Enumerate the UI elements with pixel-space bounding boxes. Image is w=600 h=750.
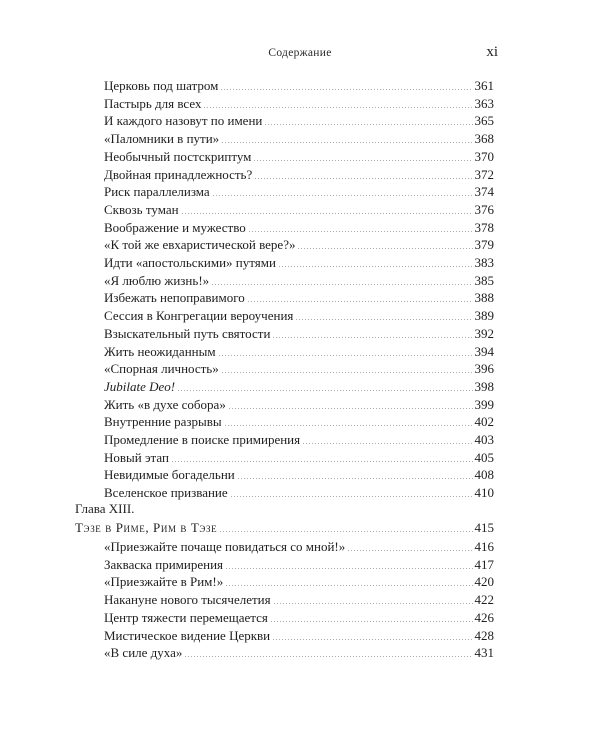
toc-entry: [104, 465, 494, 484]
dot-leader: [211, 284, 472, 285]
dot-leader: [248, 231, 473, 232]
toc-entry-page: 363: [474, 95, 494, 111]
toc-entry-page: 403: [474, 432, 494, 447]
toc-entry: [104, 430, 494, 449]
dot-leader: [219, 531, 472, 532]
toc-entry-page: 365: [474, 113, 494, 129]
toc-entry: [104, 271, 494, 290]
page-folio: xi: [486, 44, 498, 60]
toc-entry: [104, 590, 494, 609]
toc-entry-page: 370: [474, 148, 494, 164]
dot-leader: [272, 639, 472, 640]
toc-entry: [104, 342, 494, 361]
dot-leader: [230, 496, 473, 497]
toc-entry-title: Церковь под шатром: [104, 78, 219, 93]
toc-entry-title: «Спорная личность»: [104, 361, 219, 377]
toc-entry-title: И каждого назовут по имени: [104, 113, 263, 129]
dot-leader: [171, 461, 473, 462]
toc-entry: [104, 608, 494, 627]
running-head: [0, 44, 600, 64]
toc-entry: [104, 412, 494, 431]
dot-leader: [221, 372, 473, 373]
toc-entry: [104, 218, 494, 237]
dot-leader: [220, 89, 472, 90]
toc-entry-title: Сквозь туман: [104, 201, 179, 217]
toc-entry-page: 402: [474, 414, 494, 430]
dot-leader: [302, 443, 472, 444]
toc-entry-page: 368: [474, 131, 494, 147]
toc-entry-title: «В силе духа»: [104, 645, 183, 661]
toc-entry: [104, 94, 494, 113]
toc-entry-title: Идти «апостольскими» путями: [104, 255, 276, 270]
dot-leader: [295, 319, 472, 320]
toc-entry-title: Тэзе в Риме, Рим в Тэзе: [75, 520, 218, 535]
dot-leader: [225, 568, 472, 569]
toc-entry-page: 394: [474, 343, 494, 359]
toc-entry-page: 420: [474, 574, 494, 590]
dot-leader: [184, 656, 472, 657]
toc-entry-page: 361: [474, 78, 494, 93]
toc-entry-page: 378: [474, 219, 494, 235]
toc-entry-page: 431: [474, 645, 494, 661]
dot-leader: [272, 337, 472, 338]
toc-entry: [104, 306, 494, 325]
toc-entry-title: «Приезжайте почаще повидаться со мной!»: [104, 539, 346, 554]
dot-leader: [247, 301, 473, 302]
toc-entry-page: 372: [474, 166, 494, 182]
toc-entry-title: Вселенское призвание: [104, 485, 228, 501]
toc-entry-title: Двойная принадлежность?: [104, 166, 253, 182]
toc-entry-title: Воображение и мужество: [104, 219, 246, 235]
toc-entry: [104, 111, 494, 130]
toc-entry: [104, 200, 494, 219]
dot-leader: [221, 142, 472, 143]
toc-entry: [104, 235, 494, 254]
toc-entry: [104, 76, 494, 95]
toc-entry: [104, 483, 494, 502]
dot-leader: [218, 355, 473, 356]
toc-entry-title: Новый этап: [104, 449, 169, 465]
toc-entry-page: 405: [474, 449, 494, 465]
dot-leader: [254, 178, 472, 179]
toc-entry: [104, 129, 494, 148]
toc-entry-title: Промедление в поиске примирения: [104, 432, 301, 447]
toc-entry-title: Избежать непоправимого: [104, 290, 245, 306]
toc-entry-page: 392: [474, 325, 494, 341]
toc-entry-page: 388: [474, 290, 494, 306]
toc-entry: [104, 182, 494, 201]
dot-leader: [278, 266, 473, 267]
toc-entry-page: 426: [474, 609, 494, 625]
toc-entry: [104, 643, 494, 662]
toc-entry-title: Накануне нового тысячелетия: [104, 592, 271, 608]
toc-entry-title: «Паломники в пути»: [104, 131, 220, 147]
toc-entry-page: 385: [474, 272, 494, 288]
toc-entry-page: 422: [474, 592, 494, 608]
toc-entry: [104, 448, 494, 467]
dot-leader: [237, 478, 473, 479]
toc-entry-page: 416: [474, 539, 494, 554]
toc-entry-title: Внутренние разрывы: [104, 414, 222, 430]
dot-leader: [228, 408, 473, 409]
toc-entry-title: Сессия в Конгрегации вероучения: [104, 308, 294, 324]
toc-entry-page: 374: [474, 184, 494, 200]
dot-leader: [273, 603, 473, 604]
dot-leader: [253, 160, 472, 161]
toc-entry-page: 428: [474, 627, 494, 643]
toc-entry-title: Jubilate Deo!: [104, 378, 176, 394]
toc-entry: [104, 377, 494, 396]
toc-entry: [104, 288, 494, 307]
toc-entry-title: Мистическое видение Церкви: [104, 627, 271, 643]
toc-entry-page: 396: [474, 361, 494, 377]
dot-leader: [225, 585, 472, 586]
toc-entry-page: 415: [474, 520, 494, 535]
toc-entry-title: Риск параллелизма: [104, 184, 210, 200]
toc-entry-title: Взыскательный путь святости: [104, 325, 271, 341]
toc-entry: [104, 555, 494, 574]
toc-entry-title: Центр тяжести перемещается: [104, 609, 268, 625]
toc-entry-title: Закваска примирения: [104, 556, 224, 572]
toc-entry: [104, 572, 494, 591]
dot-leader: [297, 248, 472, 249]
toc-entry-page: 399: [474, 396, 494, 412]
toc-entry: [104, 626, 494, 645]
toc-entry: [104, 324, 494, 343]
toc-entry: [104, 537, 494, 556]
chapter-heading: [75, 499, 134, 518]
toc-entry-page: 410: [474, 485, 494, 501]
dot-leader: [264, 124, 472, 125]
dot-leader: [224, 425, 473, 426]
dot-leader: [203, 107, 472, 108]
toc-entry-title: Пастырь для всех: [104, 95, 202, 111]
toc-entry: [75, 518, 494, 537]
toc-entry-title: «Приезжайте в Рим!»: [104, 574, 224, 590]
toc-entry-page: 408: [474, 467, 494, 483]
toc-entry-title: Необычный постскриптум: [104, 148, 252, 164]
toc-entry-page: 376: [474, 201, 494, 217]
toc-entry: [104, 359, 494, 378]
toc-entry-title: «К той же евхаристической вере?»: [104, 237, 296, 253]
toc-entry-page: 383: [474, 255, 494, 270]
dot-leader: [270, 621, 473, 622]
toc-entry-title: Невидимые богадельни: [104, 467, 235, 483]
toc-entry-page: 389: [474, 308, 494, 324]
toc-entry: [104, 147, 494, 166]
running-head-title: Содержание: [268, 47, 332, 59]
chapter-number: Глава XIII.: [75, 501, 135, 516]
toc-entry: [104, 165, 494, 184]
toc-entry-page: 417: [474, 556, 494, 572]
dot-leader: [212, 195, 473, 196]
toc-entry-title: Жить неожиданным: [104, 343, 216, 359]
toc-entry-page: 398: [474, 378, 494, 394]
dot-leader: [177, 390, 472, 391]
toc-entry: [104, 395, 494, 414]
toc-entry-page: 379: [474, 237, 494, 253]
dot-leader: [347, 550, 472, 551]
dot-leader: [181, 213, 473, 214]
toc-entry-title: «Я люблю жизнь!»: [104, 272, 210, 288]
toc-entry: [104, 253, 494, 272]
toc-entry-title: Жить «в духе собора»: [104, 396, 226, 412]
